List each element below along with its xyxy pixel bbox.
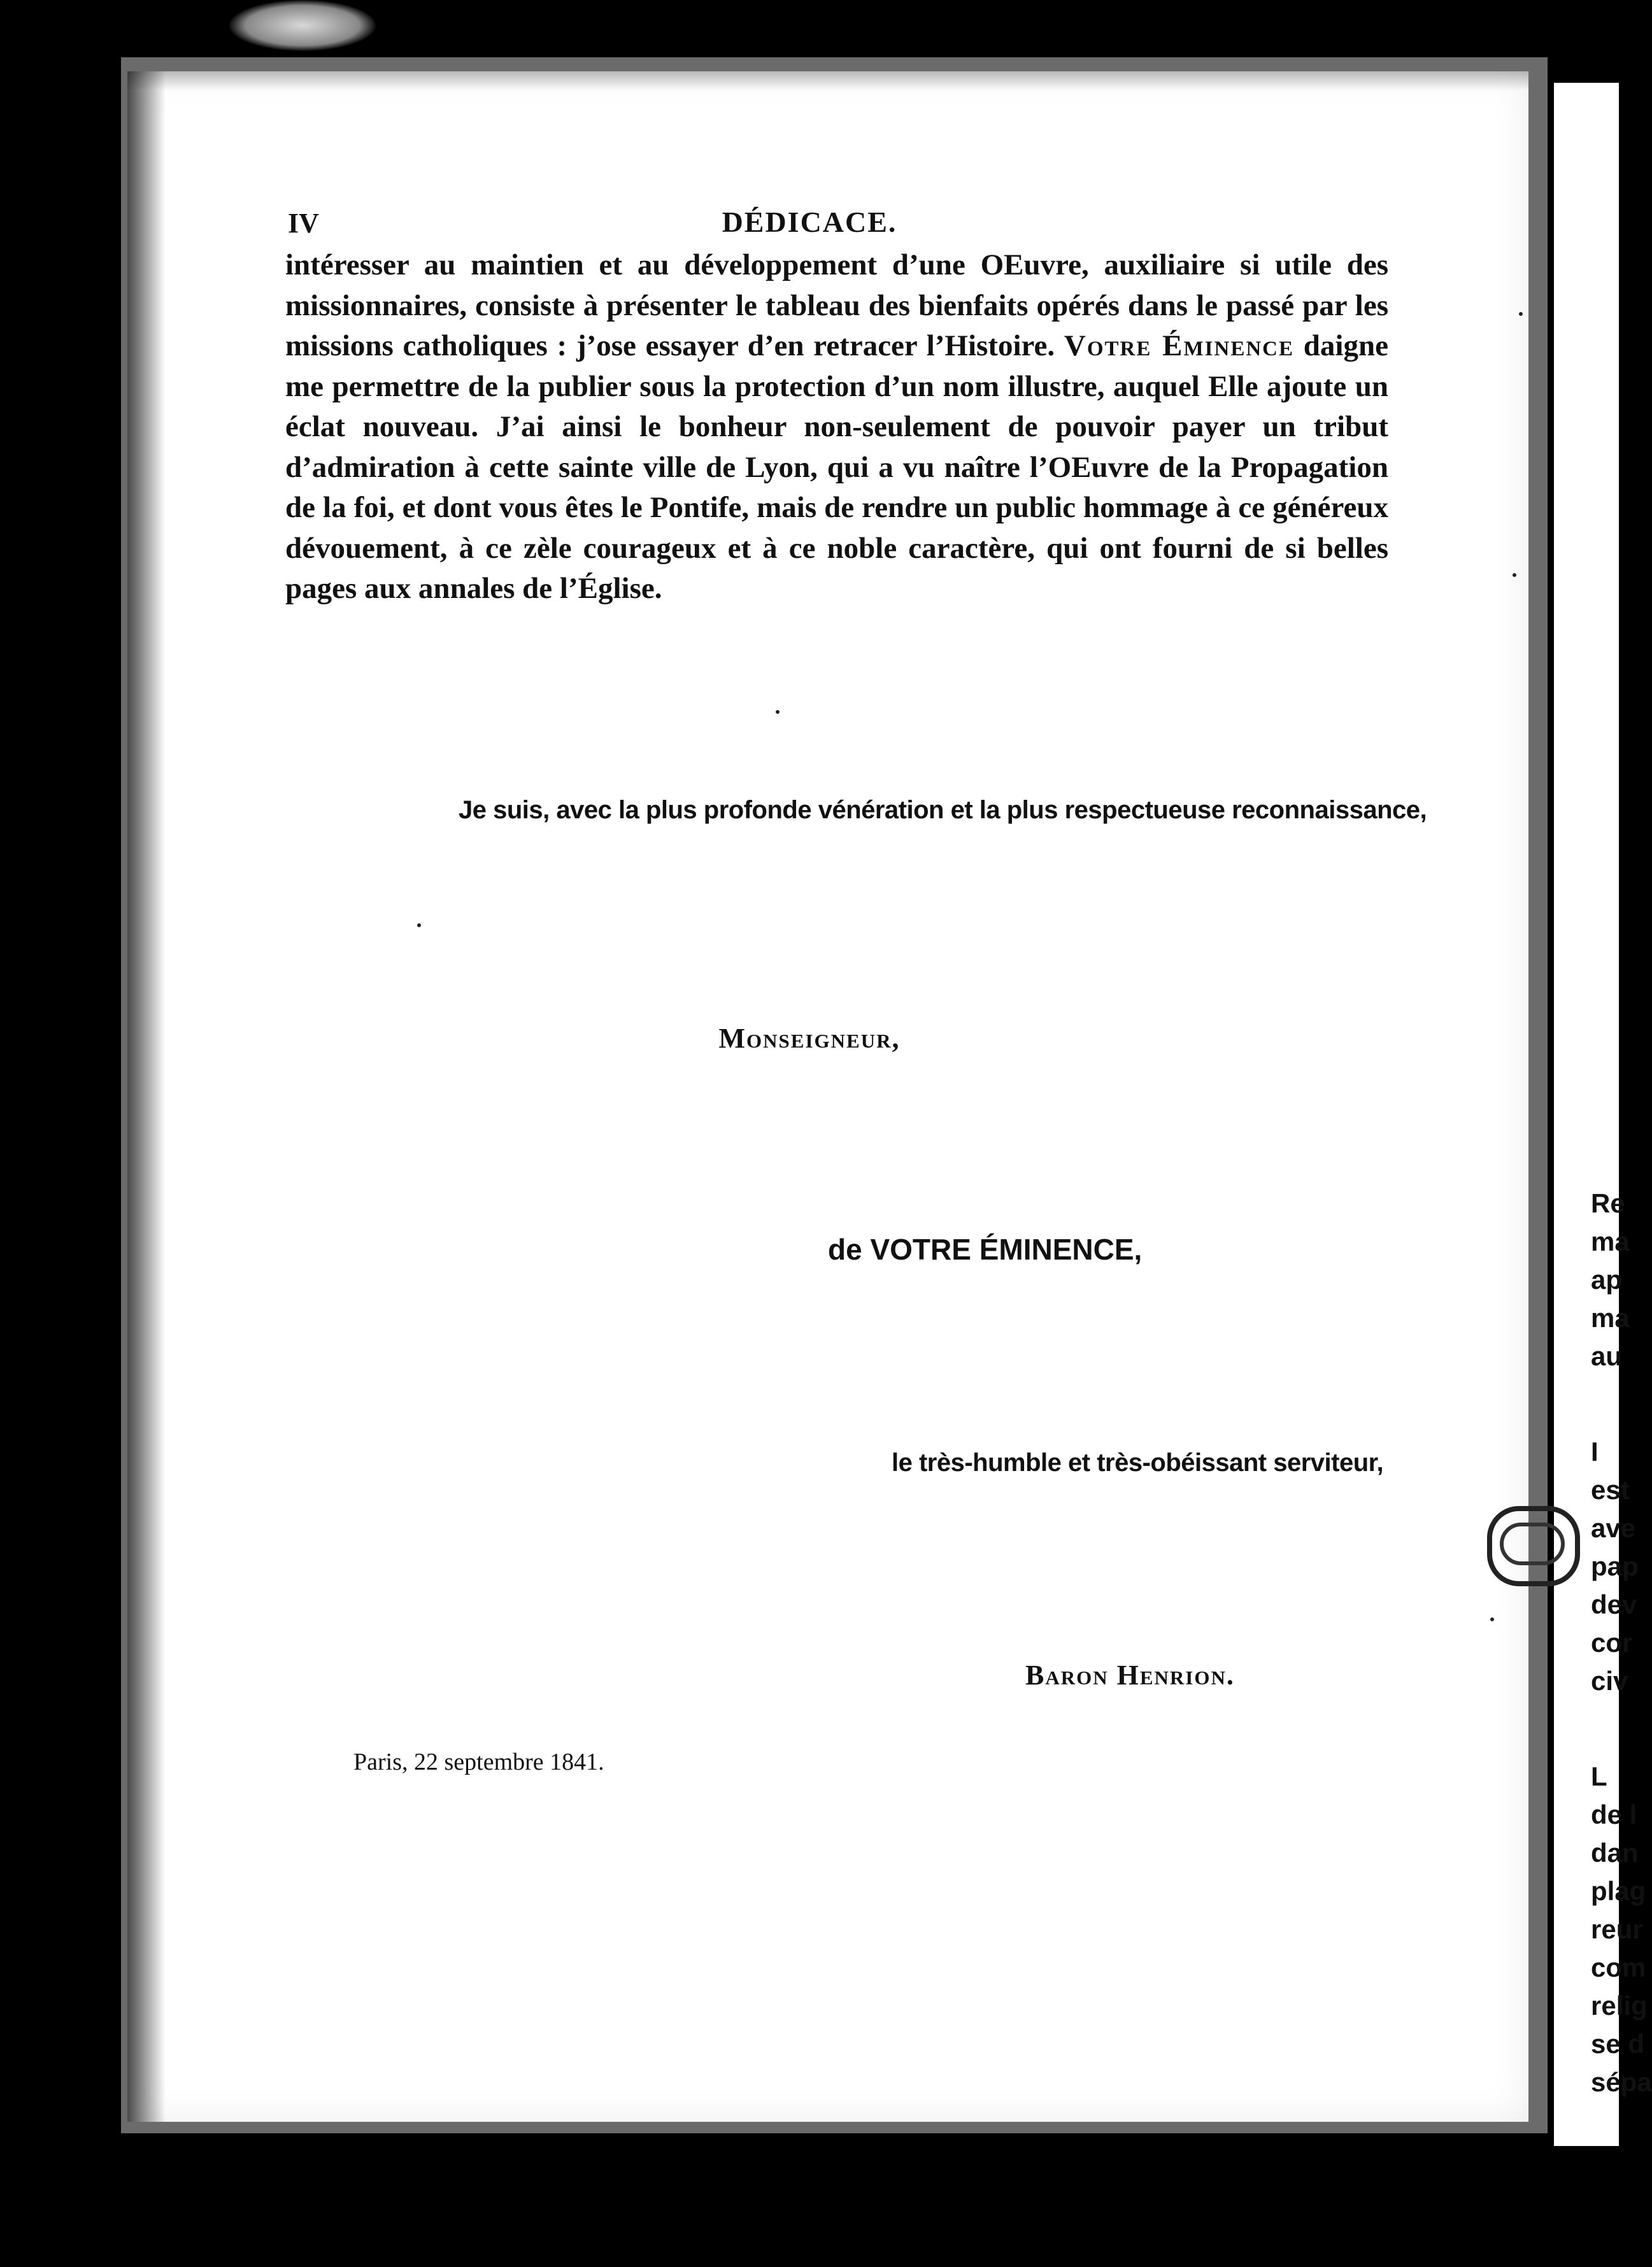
running-head: DÉDICACE.	[722, 206, 897, 238]
servant-formula: le très-humble et très-obéissant serviteur,	[892, 1449, 1384, 1477]
eminence-small-caps: Votre Éminence	[1064, 329, 1295, 362]
fragment-line: se d	[1591, 2029, 1645, 2059]
paper-stain	[229, 0, 376, 51]
print-speck	[417, 923, 421, 927]
dedication-paragraph	[285, 245, 1388, 609]
paragraph-rest: daigne me permettre de la publier sous la protection d’un nom illustre, auquel Elle ajoute un éclat nouveau. J’ai ainsi le bonheur non-seulement de pouvoir payer un tribut d’admiration à cette sainte ville de Lyon, qui a vu naître l’OEuvre de la Propagation de la foi, et dont vous êtes le Pontife, mais de rendre un public hommage à ce généreux dévouement, à ce zèle courageux et à ce noble caractère, qui ont fourni de si belles pages aux annales de l’Église.	[285, 329, 1388, 605]
fragment-line: plag	[1591, 1876, 1646, 1906]
fragment-line: pap	[1591, 1551, 1639, 1581]
fragment-line: civ	[1591, 1666, 1628, 1696]
signature: Baron Henrion.	[1025, 1659, 1235, 1691]
fragment-line: ap	[1591, 1265, 1623, 1295]
fragment-line: cor	[1591, 1628, 1633, 1658]
fragment-line: dan	[1591, 1838, 1639, 1868]
fragment-line: reur	[1591, 1914, 1643, 1944]
fragment-line: relig	[1591, 1991, 1648, 2021]
salutation: Monseigneur,	[718, 1023, 901, 1054]
fragment-line: ma	[1591, 1226, 1630, 1256]
dateline: Paris, 22 septembre 1841.	[353, 1749, 604, 1775]
page-number: IV	[288, 208, 319, 239]
page-gutter-shadow	[127, 71, 166, 2122]
fragment-line: au	[1591, 1341, 1623, 1371]
fragment-gap	[1591, 1700, 1619, 1758]
fragment-line: est	[1591, 1475, 1630, 1505]
print-speck	[1490, 1617, 1494, 1621]
paragraph-lead: intéresser au maintien et au développement d’une OEuvre, auxiliaire si utile des missionnaires, consiste à présenter le tableau des bienfaits opérés dans le passé par les missions catholiques : j’ose essayer d’en retracer l’Histoire.	[285, 248, 1388, 362]
page-top-shadow	[127, 71, 1528, 90]
print-speck	[776, 710, 780, 714]
fragment-gap	[1591, 1375, 1619, 1433]
fragment-line: L	[1591, 1761, 1607, 1791]
fragment-line: ave	[1591, 1513, 1636, 1543]
print-speck	[1513, 573, 1516, 577]
fragment-line: com	[1591, 1952, 1646, 1982]
facing-page-text	[1591, 1184, 1652, 2101]
binding-clip-icon	[1487, 1506, 1580, 1586]
fragment-line: Re	[1591, 1188, 1625, 1218]
fragment-line: I	[1591, 1437, 1599, 1467]
closing-formula: Je suis, avec la plus profonde vénération et la plus respectueuse reconnaissance,	[459, 796, 1427, 824]
address-line: de VOTRE ÉMINENCE,	[828, 1233, 1143, 1266]
fragment-line: de l	[1591, 1800, 1637, 1830]
fragment-line: dev	[1591, 1589, 1637, 1619]
print-speck	[1519, 312, 1523, 316]
fragment-line: sépa	[1591, 2067, 1652, 2097]
fragment-line: ma	[1591, 1303, 1630, 1333]
